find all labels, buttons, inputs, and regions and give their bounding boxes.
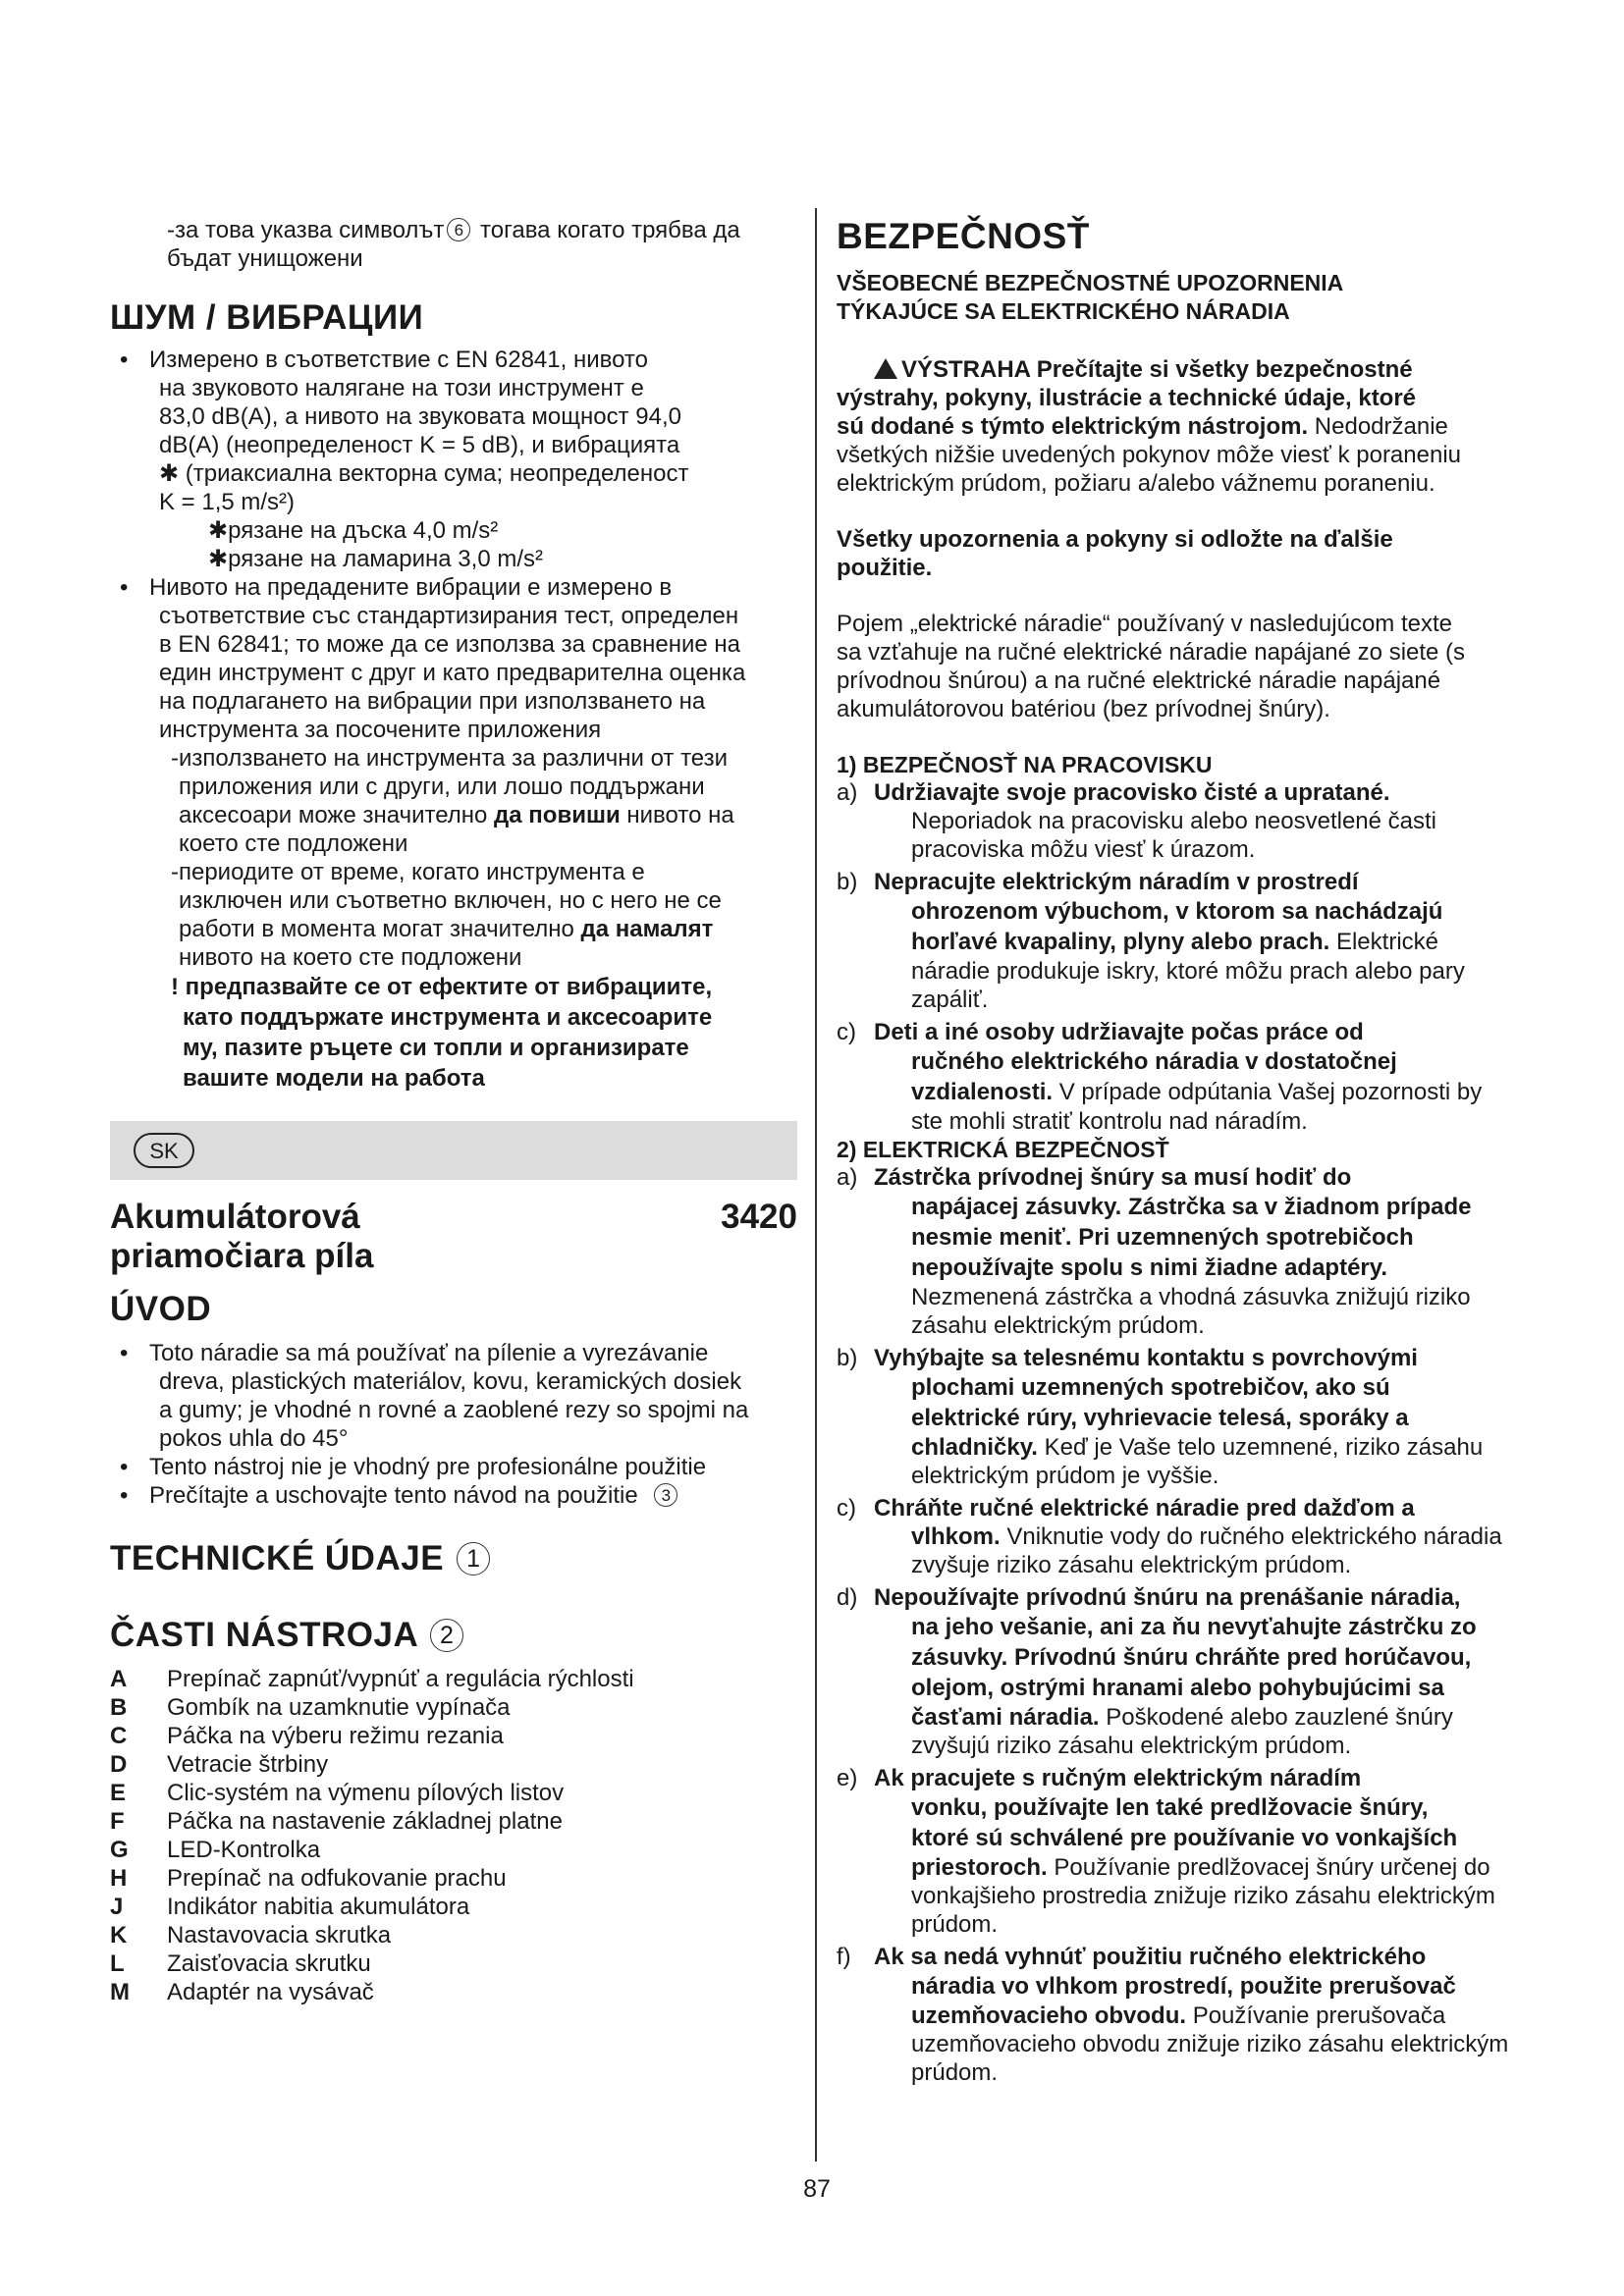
keep-instructions: Všetky upozornenia a pokyny si odložte na ďalšie použitie. [837, 526, 1393, 581]
section-electrical: 2) ELEKTRICKÁ BEZPEČNOSŤ [837, 1137, 1169, 1162]
text-line: dreva, plastických materiálov, kovu, keramických dosiek [159, 1368, 742, 1395]
part-row [110, 1836, 797, 1864]
page-number: 87 [803, 2175, 831, 2203]
symbol-6-icon: 6 [447, 218, 470, 241]
text-line: • Нивото на предадените вибрации е измерено в [149, 574, 673, 601]
product-title: Akumulátorová priamočiara píla [110, 1198, 374, 1275]
text-line: a gumy; je vhodné n rovné a zaoblené rezy so spojmi na [159, 1397, 749, 1423]
part-label: Páčka na nastavenie základnej platne [167, 1808, 563, 1835]
intro-item-3: • Prečítajte a uschovajte tento návod na použitie 3 [110, 1481, 797, 1510]
part-row [110, 1779, 797, 1807]
electrical-item-d: d) Nepoužívajte prívodnú šnúru na prenášanie náradia, na jeho vešanie, ani za ňu nevyťahujte zástrčku zo zásuvky. Prívodnú šnúru chráňte pred horúčavou, olejom, ostrými hranami alebo pohybujúcimi sa časťami náradia. Poškodené alebo zauzlené šnúry zvyšujú riziko zásahu elektrickým prúdom. [837, 1584, 1477, 1759]
intro-item-1 [110, 1339, 797, 1453]
part-key: M [110, 1979, 130, 2005]
text-line: 83,0 dB(A), а нивото на звуковата мощност 94,0 [159, 403, 681, 430]
work-area-item-a: a) Udržiavajte svoje pracovisko čisté a upratané. Neporiadok na pracovisku alebo neosvetlené časti pracoviska môžu viesť k úrazom. [837, 779, 1436, 863]
part-label: Clic-systém na výmenu pílových listov [167, 1780, 565, 1806]
tech-data-heading: TECHNICKÉ ÚDAJE 1 [110, 1539, 797, 1578]
text-line: на подлагането на вибрации при използването на [159, 688, 706, 715]
text-line: K = 1,5 m/s²) [159, 489, 296, 515]
intro-list [110, 1339, 797, 1510]
part-row [110, 1893, 797, 1921]
electrical-item-e: e) Ak pracujete s ručným elektrickým náradím vonku, používajte len také predlžovacie šnúry, ktoré sú schválené pre používanie vo vonkajších priestoroch. Používanie predlžovacej šnúry určenej do vonkajšieho prostredia znižuje riziko zásahu elektrickým prúdom. [837, 1765, 1495, 1938]
text-line: на звуковото налягане на този инструмент е [159, 375, 644, 401]
intro-heading: ÚVOD [110, 1290, 212, 1328]
symbol-1-icon: 1 [457, 1542, 490, 1575]
part-row [110, 1921, 797, 1949]
text-line: • Toto náradie sa má používať na pílenie a vyrezávanie [149, 1340, 709, 1366]
text-line: • Измерено в съответствие с EN 62841, нивото [149, 347, 648, 373]
electrical-item-a: a) Zástrčka prívodnej šnúry sa musí hodiť do napájacej zásuvky. Zástrčka sa v žiadnom prípade nesmie meniť. Pri uzemnených spotrebičoch nepoužívajte spolu s nimi žiadne adaptéry. Nezmenená zástrčka a vhodná zásuvka znižujú riziko zásahu elektrickým prúdom. [837, 1164, 1472, 1339]
warning-triangle-icon [874, 358, 897, 379]
part-row [110, 1665, 797, 1693]
part-row [110, 1722, 797, 1750]
symbol-3-icon: 3 [654, 1483, 677, 1507]
part-label: Zaisťovacia skrutku [167, 1950, 371, 1977]
noise-dash-2: -периодите от време, когато инструмента е изключен или съответно включен, но с него не се работи в момента могат значително да намалят нивото на което сте подложени [171, 859, 722, 971]
part-key: A [110, 1666, 128, 1692]
part-key: J [110, 1894, 124, 1920]
part-row [110, 1978, 797, 2006]
part-label: Nastavovacia skrutka [167, 1922, 392, 1949]
intro-text: -за това указва символът 6 тогава когато трябва да бъдат унищожени [167, 217, 740, 272]
language-badge: SK [134, 1133, 194, 1168]
power-tool-term: Pojem „elektrické náradie“ používaný v nasledujúcom texte sa vzťahuje na ručné elektrické náradie napájané zo siete (s prívodnou šnúrou) a na ručné elektrické náradie napájané akumulátorovou batériou (bez prívodnej šnúry). [837, 611, 1466, 722]
part-key: C [110, 1723, 128, 1749]
part-key: K [110, 1922, 128, 1949]
noise-list-2 [110, 573, 797, 744]
symbol-2-icon: 2 [430, 1619, 463, 1652]
noise-heading: ШУМ / ВИБРАЦИИ [110, 298, 424, 337]
safety-subheading: VŠEOBECNÉ BEZPEČNOSTNÉ UPOZORNENIA TÝKAJÚCE SA ELEKTRICKÉHO NÁRADIA [837, 270, 1344, 324]
part-row [110, 1807, 797, 1836]
noise-item-2-text [149, 573, 797, 744]
part-row [110, 1750, 797, 1779]
product-header [110, 1198, 797, 1276]
part-row [110, 1864, 797, 1893]
section-work-area: 1) BEZPEČNOSŤ NA PRACOVISKU [837, 752, 1213, 777]
noise-star-sheet: ✱рязане на ламарина 3,0 m/s² [208, 546, 543, 572]
part-key: B [110, 1694, 128, 1721]
general-warning: VÝSTRAHA Prečítajte si všetky bezpečnostné výstrahy, pokyny, ilustrácie a technické údaje, ktoré sú dodané s týmto elektrickým nástrojom. Nedodržanie všetkých nižšie uvedených pokynov môže viesť k poraneniu elektrickým prúdom, požiaru a/alebo vážnemu poraneniu. [837, 356, 1461, 497]
product-code: 3420 [721, 1198, 797, 1236]
part-label: Vetracie štrbiny [167, 1751, 329, 1778]
part-label: Páčka na výberu režimu rezania [167, 1723, 504, 1749]
text-line: съответствие със стандартизирания тест, определен [159, 603, 739, 629]
electrical-item-b: b) Vyhýbajte sa telesnému kontaktu s povrchovými plochami uzemnených spotrebičov, ako sú elektrické rúry, vyhrievacie telesá, sporáky a chladničky. Keď je Vaše telo uzemnené, riziko zásahu elektrickým prúdom je vyššie. [837, 1345, 1484, 1489]
electrical-item-c: c) Chráňte ručné elektrické náradie pred dažďom a vlhkom. Vniknutie vody do ručného elektrického náradia zvyšuje riziko zásahu elektrickým prúdom. [837, 1495, 1502, 1578]
part-label: Indikátor nabitia akumulátora [167, 1894, 470, 1920]
intro-item-1-text [149, 1339, 797, 1453]
part-row [110, 1949, 797, 1978]
electrical-item-f: f) Ak sa nedá vyhnúť použitiu ručného elektrického náradia vo vlhkom prostredí, použite prerušovač uzemňovacieho obvodu. Používanie prerušovača uzemňovacieho obvodu znižuje riziko zásahu elektrickým prúdom. [837, 1944, 1509, 2086]
part-label: Gombík na uzamknutie vypínača [167, 1694, 511, 1721]
parts-heading: ČASTI NÁSTROJA 2 [110, 1616, 797, 1655]
intro-item-2: • Tento nástroj nie je vhodný pre profesionálne použitie [110, 1453, 797, 1481]
noise-dash-1: -използването на инструмента за различни от тези приложения или с други, или лошо поддържани аксесоари може значително да повиши нивото на което сте подложени [171, 745, 734, 857]
column-divider [815, 208, 817, 2162]
part-key: L [110, 1950, 125, 1977]
text-line: dB(A) (неопределеност K = 5 dB), и вибрацията [159, 432, 680, 458]
part-key: E [110, 1780, 127, 1806]
noise-item-1 [110, 346, 797, 516]
text-line: в EN 62841; то може да се използва за сравнение на [159, 631, 740, 658]
part-key: D [110, 1751, 128, 1778]
part-label: Prepínač zapnúť/vypnúť a regulácia rýchlosti [167, 1666, 634, 1692]
right-column [837, 216, 1524, 2087]
work-area-item-b: b) Nepracujte elektrickým náradím v prostredí ohrozenom výbuchom, v ktorom sa nachádzajú horľavé kvapaliny, plyny alebo prach. Elektrické náradie produkuje iskry, ktoré môžu prach alebo pary zapáliť. [837, 869, 1465, 1013]
part-label: Adaptér na vysávač [167, 1979, 374, 2005]
part-key: H [110, 1865, 128, 1892]
parts-list [110, 1665, 797, 2006]
language-band [110, 1121, 797, 1180]
work-area-item-c: c) Deti a iné osoby udržiavajte počas práce od ručného elektrického náradia v dostatočnej vzdialenosti. V prípade odpútania Vašej pozornosti by ste mohli stratiť kontrolu nad náradím. [837, 1019, 1483, 1135]
noise-item-2 [110, 573, 797, 744]
safety-heading: BEZPEČNOSŤ [837, 216, 1090, 256]
left-column [110, 216, 797, 2006]
part-label: LED-Kontrolka [167, 1837, 321, 1863]
noise-star-board: ✱рязане на дъска 4,0 m/s² [208, 517, 499, 544]
noise-list [110, 346, 797, 516]
text-line: един инструмент с друг и като предварителна оценка [159, 660, 746, 686]
part-row [110, 1693, 797, 1722]
part-key: G [110, 1837, 129, 1863]
text-line: ✱ (триаксиална векторна сума; неопределеност [159, 460, 689, 487]
vibration-warning: ! предпазвайте се от ефектите от вибрациите, като поддържате инструмента и аксесоарите му, пазите ръцете си топли и организирате вашите модели на работа [171, 974, 713, 1092]
part-label: Prepínač na odfukovanie prachu [167, 1865, 507, 1892]
text-line: инструмента за посочените приложения [159, 717, 602, 743]
noise-item-1-text [149, 346, 797, 516]
part-key: F [110, 1808, 125, 1835]
text-line: pokos uhla do 45° [159, 1425, 349, 1452]
